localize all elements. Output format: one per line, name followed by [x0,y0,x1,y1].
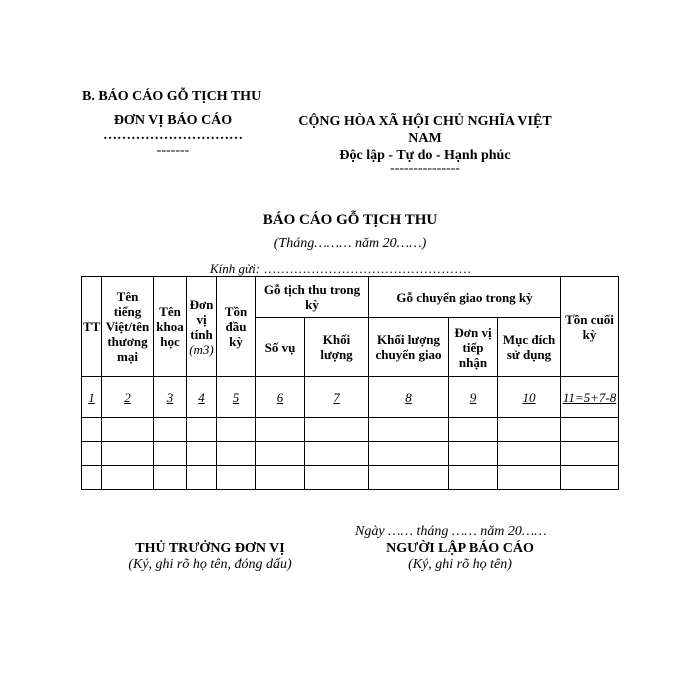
column-number: 1 [82,377,102,418]
column-number: 9 [449,377,498,418]
column-number: 6 [256,377,305,418]
signature-right-note: (Ký, ghi rõ họ tên) [408,557,512,572]
header-case-count: Số vụ [256,318,305,377]
table-cell[interactable] [561,466,619,490]
column-number: 10 [498,377,561,418]
national-motto: Độc lập - Tự do - Hạnh phúc [339,148,511,163]
table-cell[interactable] [498,418,561,442]
table-cell[interactable] [154,466,187,490]
column-number: 5 [217,377,256,418]
header-scientific-name: Tên khoa học [154,277,187,377]
table-cell[interactable] [369,466,449,490]
header-unit-label: Đơn vị tính [189,296,214,342]
table-cell[interactable] [369,442,449,466]
table-header-row [82,277,619,318]
table-cell[interactable] [256,442,305,466]
recipient-label: Kính gửi: [210,261,261,276]
table-cell[interactable] [561,442,619,466]
table-cell[interactable] [256,418,305,442]
table-cell[interactable] [449,466,498,490]
table-cell[interactable] [369,418,449,442]
report-title: BÁO CÁO GỖ TỊCH THU [262,212,438,228]
date-line: Ngày …… tháng …… năm 20…… [355,524,547,539]
column-number: 7 [305,377,369,418]
table-cell[interactable] [154,418,187,442]
table-cell[interactable] [187,418,217,442]
table-cell[interactable] [498,466,561,490]
header-tt: TT [82,277,102,377]
header-closing-stock: Tồn cuối kỳ [561,277,619,377]
national-header-block [280,113,570,174]
header-transferred-group: Gỗ chuyển giao trong kỳ [369,277,561,318]
column-number-row [82,377,619,418]
signature-head-of-unit [100,541,320,573]
table-cell[interactable] [102,466,154,490]
table-row [82,418,619,442]
nation-name-line1: CỘNG HÒA XÃ HỘI CHỦ NGHĨA VIỆT [298,114,552,129]
table-cell[interactable] [561,418,619,442]
table-cell[interactable] [256,466,305,490]
reporting-unit-label: ĐƠN VỊ BÁO CÁO [113,113,233,128]
table-cell[interactable] [449,442,498,466]
table-cell[interactable] [187,466,217,490]
table-cell[interactable] [305,418,369,442]
signature-right-title: NGƯỜI LẬP BÁO CÁO [386,541,534,556]
table-cell[interactable] [217,466,256,490]
report-table [81,276,619,490]
table-cell[interactable] [498,442,561,466]
table-cell[interactable] [449,418,498,442]
recipient-line [210,261,471,277]
table-cell[interactable] [82,466,102,490]
signature-left-note: (Ký, ghi rõ họ tên, đóng dấu) [128,557,292,572]
table-cell[interactable] [217,418,256,442]
table-row [82,466,619,490]
header-unit [187,277,217,377]
table-cell[interactable] [305,466,369,490]
table-cell[interactable] [82,418,102,442]
table-cell[interactable] [305,442,369,466]
header-receiving-unit: Đơn vị tiếp nhận [449,318,498,377]
header-volume: Khối lượng [305,318,369,377]
report-period: (Tháng……… năm 20……) [273,236,427,251]
recipient-dots: ………………………………………… [263,261,472,276]
header-vietnamese-name: Tên tiếng Việt/tên thương mại [102,277,154,377]
table-cell[interactable] [187,442,217,466]
nation-name-line2: NAM [408,131,442,146]
header-purpose: Mục đích sử dụng [498,318,561,377]
table-cell[interactable] [217,442,256,466]
table-cell[interactable] [82,442,102,466]
table-row [82,442,619,466]
signature-left-title: THỦ TRƯỞNG ĐƠN VỊ [135,541,285,556]
signature-preparer [345,541,575,573]
table-cell[interactable] [154,442,187,466]
column-number: 2 [102,377,154,418]
reporting-unit-dash: ------- [156,143,190,158]
header-unit-m3: (m3) [189,341,214,357]
column-number: 8 [369,377,449,418]
table-cell[interactable] [102,418,154,442]
motto-dash: --------------- [390,161,460,176]
header-transfer-volume: Khối lượng chuyển giao [369,318,449,377]
header-opening-stock: Tồn đầu kỳ [217,277,256,377]
column-number: 4 [187,377,217,418]
column-number: 11=5+7-8 [561,377,619,418]
column-number: 3 [154,377,187,418]
reporting-unit-block [78,113,268,157]
reporting-unit-dots: ………………………… [103,128,243,143]
header-confiscated-group: Gỗ tịch thu trong kỳ [256,277,369,318]
section-title: B. BÁO CÁO GỖ TỊCH THU [82,89,262,104]
table-cell[interactable] [102,442,154,466]
